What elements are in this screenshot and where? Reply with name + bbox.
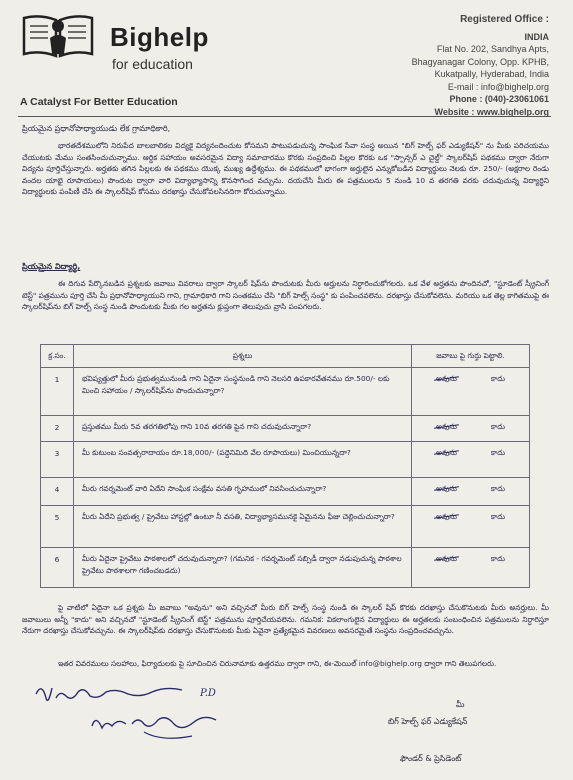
answer-cell bbox=[412, 442, 530, 478]
answer-yes-option[interactable]: అవును bbox=[435, 554, 457, 563]
row-question: భవిష్యత్తులో మీరు ప్రభుత్వమునుండి గాని ఏదైనా సంస్థనుండి గాని నెలసరి ఉపకారవేతనము రూ.500/- లకు మించి సహాయం / స్కాలర్‌షిప్‌ను పొందుచున్నారా? bbox=[74, 368, 412, 416]
brand-name: Bighelp bbox=[110, 22, 209, 52]
table-row bbox=[41, 506, 530, 548]
table-row bbox=[41, 368, 530, 416]
answer-yes-option[interactable]: అవును bbox=[435, 374, 457, 383]
row-number: 4 bbox=[41, 478, 74, 506]
eligibility-table bbox=[40, 344, 530, 588]
office-line3: Kukatpally, Hyderabad, India bbox=[434, 69, 549, 79]
table-header-row bbox=[41, 345, 530, 368]
answer-cell bbox=[412, 548, 530, 588]
answer-no-option[interactable]: కాదు bbox=[490, 448, 506, 457]
tagline: A Catalyst For Better Education bbox=[20, 96, 178, 108]
row-number: 2 bbox=[41, 416, 74, 442]
answer-cell bbox=[412, 506, 530, 548]
signatory-organization: బిగ్ హెల్ప్ ఫర్ ఎడ్యుకేషన్ bbox=[388, 717, 468, 726]
brand-subtitle: for education bbox=[112, 56, 193, 72]
answer-no-option[interactable]: కాదు bbox=[490, 554, 506, 563]
answer-yes-option[interactable]: అవును bbox=[435, 448, 457, 457]
answer-cell bbox=[412, 478, 530, 506]
row-number: 5 bbox=[41, 506, 74, 548]
answer-yes-option[interactable]: అవును bbox=[435, 512, 457, 521]
answer-no-option[interactable]: కాదు bbox=[490, 422, 506, 431]
col-header-number: క్ర.సం. bbox=[41, 345, 74, 368]
answer-no-option[interactable]: కాదు bbox=[490, 374, 506, 383]
paragraph-eligibility-note: పై వాటిలో ఏదైనా ఒక ప్రశ్నకు మీ జవాబు "అవును" అని వచ్చినచో మీరు బిగ్ హెల్ప్ సంస్థ నుండి ఈ స్కాలర్ షిప్ కొరకు దరఖాస్తు చేసుకొనుటకు మీరు అనర్హులు. మీ జవాబులు అన్నీ "కాదు" అని వచ్చినచో "స్టూడెంట్ స్క్రీనింగ్ టెస్ట్" పత్రమును పూర్తిచేయవలెను. గమనిక: వికలాంగులైన విద్యార్థులు ఈ అర్హతలకు సంబంధించిన పత్రములను నిర్ధారిస్తూ నేరుగా దరఖాస్తు చేసుకోవచ్చును. ఈ స్కాలర్‌షిప్‌కు దరఖాస్తు చేసుకొనుటకు మీకు ఏవైనా ప్రత్యేకమైన వివరణలు అవసరమైతే సంస్థను సంప్రదించవచ్చును. bbox=[22, 603, 549, 636]
row-number: 3 bbox=[41, 442, 74, 478]
row-question: మీ కుటుంబ సంవత్సరాదాయం రూ.18,000/- (పద్దెనిమిది వేల రూపాయలు) మించియున్నదా? bbox=[74, 442, 412, 478]
office-line2: Bhagyanagar Colony, Opp. KPHB, bbox=[411, 56, 549, 67]
registered-office-block bbox=[349, 14, 549, 118]
col-header-answer: జవాబు పై గుర్తు పెట్టాలి. bbox=[412, 345, 530, 368]
paragraph-instructions: ఈ దిగువ పేర్కొనబడిన ప్రశ్నలకు జవాబు వివరాలు ద్వారా స్కాలర్ షిప్‌ను పొందుటకు మీరు అర్హులను నిర్ధారించుకోగలరు. ఒక వేళ అర్హతను పొందినచో, "స్టూడెంట్ స్క్రీనింగ్ టెస్ట్" పత్రమును పూర్తి చేసి మీ ప్రధానోపాధ్యాయుని గాని, గ్రామాధికారి గాని సంతకము చేసి "బిగ్ హెల్ప్ సంస్థ" కు పంపించవలెను. దరఖాస్తు చేసుకోవలెను. మరియు ఒక తెల్ల కాగితముపై ఈ స్కాలర్‌షిప్‌ను బిగ్ హెల్ప్ సంస్థ నుండి పొందుటకు మీకు గల అర్హతను క్లుప్తంగా తెలుపుచు వ్రాసి పంపగలరు. bbox=[22, 279, 549, 312]
table-row bbox=[41, 416, 530, 442]
answer-no-option[interactable]: కాదు bbox=[490, 484, 506, 493]
table-row bbox=[41, 478, 530, 506]
office-website: Website : www.bighelp.org bbox=[434, 106, 549, 117]
row-number: 6 bbox=[41, 548, 74, 588]
handwritten-signature-icon bbox=[32, 680, 232, 760]
answer-yes-option[interactable]: అవును bbox=[435, 422, 457, 431]
office-title: Registered Office : bbox=[460, 14, 549, 25]
answer-cell bbox=[412, 368, 530, 416]
signatory-role: ఫౌండర్ & ప్రెసిడెంట్ bbox=[400, 754, 462, 763]
office-line1: Flat No. 202, Sandhya Apts, bbox=[436, 44, 549, 54]
row-number: 1 bbox=[41, 368, 74, 416]
closing-word: మీ bbox=[456, 700, 465, 709]
table-row bbox=[41, 442, 530, 478]
paragraph-contact: ఇతర వివరములు సలహాలు, ఫిర్యాదులకు పై సూచించిన చిరునామాకు ఉత్తరము ద్వారా గాని, ఈ-మెయిల్ info@bighelp.org ద్వారా గాని తెలుపగలరు. bbox=[58, 659, 497, 668]
table-row bbox=[41, 548, 530, 588]
salutation-student: ప్రియమైన విద్యార్థి, bbox=[22, 262, 81, 271]
office-email: E-mail : info@bighelp.org bbox=[447, 81, 549, 92]
row-question: మీరు గవర్నమెంట్ వారి ఏదేని సాంఘిక సంక్షేమ వసతి గృహములో నివసించుచున్నారా? bbox=[74, 478, 412, 506]
col-header-question: ప్రశ్నలు bbox=[74, 345, 412, 368]
header-divider bbox=[18, 116, 551, 117]
answer-cell bbox=[412, 416, 530, 442]
salutation-headmaster: ప్రియమైన ప్రధానోపాధ్యాయుడు లేక గ్రామాధికారి, bbox=[22, 124, 171, 133]
signature-role-mark: P.D bbox=[200, 688, 216, 699]
row-question: మీరు ఏదైనా ప్రైవేటు పాఠశాలలో చదువుచున్నారా? (గమనిక - గవర్నమెంట్ సబ్సిడీ ద్వారా నడుపుచున్న పాఠశాల ప్రైవేటు పాఠశాలగా గణించబడదు) bbox=[74, 548, 412, 588]
row-question: ప్రస్తుతము మీరు 5వ తరగతిలోపు గాని 10వ తరగతి పైన గాని చదువుచున్నారా? bbox=[74, 416, 412, 442]
answer-no-option[interactable]: కాదు bbox=[490, 512, 506, 521]
office-phone: Phone : (040)-23061061 bbox=[449, 94, 549, 104]
answer-yes-option[interactable]: అవును bbox=[435, 484, 457, 493]
bighelp-logo-icon bbox=[20, 12, 96, 64]
paragraph-intro: భారతదేశములోని నిరుపేద బాలబాలికల విద్యకై విద్యనందించుట కోసమని పాటుపడుచున్న సాంఘిక సేవా సంస్థ అయిన "బిగ్ హెల్ప్ ఫర్ ఎడ్యుకేషన్" ను మీకు పరిచయము చేయుటకు మేము సంతసించుచున్నాము. ఆర్థిక సహాయం అవసరమైన విద్యా సమాచారము కొరకు సంప్రదించి పిల్లల కొరకు ఒక "స్పాన్సర్ ఎ చైల్డ్" స్కాలర్‌షిప్ పథకము ద్వారా నేరుగా విద్యను పూర్తిచేస్తున్నారు. అర్హతకు తగిన పిల్లలకు ఈ పథకము యొక్క ముఖ్య ఉద్దేశ్యము. ఈ పథకములో భాగంగా అర్హులైన ఎన్నుకోబడిన విద్యార్థులు నెలకు రూ. 250/- (అక్షరాల రెండు వందల యాభై రూపాయలు) పొందుట ద్వారా వారి విద్యాభ్యాసాన్ని కొనసాగించ వచ్చును. దయచేసి మీరు ఈ పత్రములను 5 నుండి 10 వ తరగతి వరకు చదువుచున్న విద్యార్థిని విద్యార్థులకు పంపిణీ చేసి ఈ స్కాలర్‌షిప్ కోసము దరఖాస్తు చేసుకోవలసినదిగా కోరుచున్నాము. bbox=[22, 141, 549, 197]
row-question: మీరు ఏదేని ప్రభుత్వ / ప్రైవేటు హాస్టల్లో ఉంటూ నీ వసతి, విద్యాభ్యాసమునకై ఏమైనను ఫీజు చెల్లించుచున్నారా? bbox=[74, 506, 412, 548]
office-country: INDIA bbox=[524, 31, 549, 42]
